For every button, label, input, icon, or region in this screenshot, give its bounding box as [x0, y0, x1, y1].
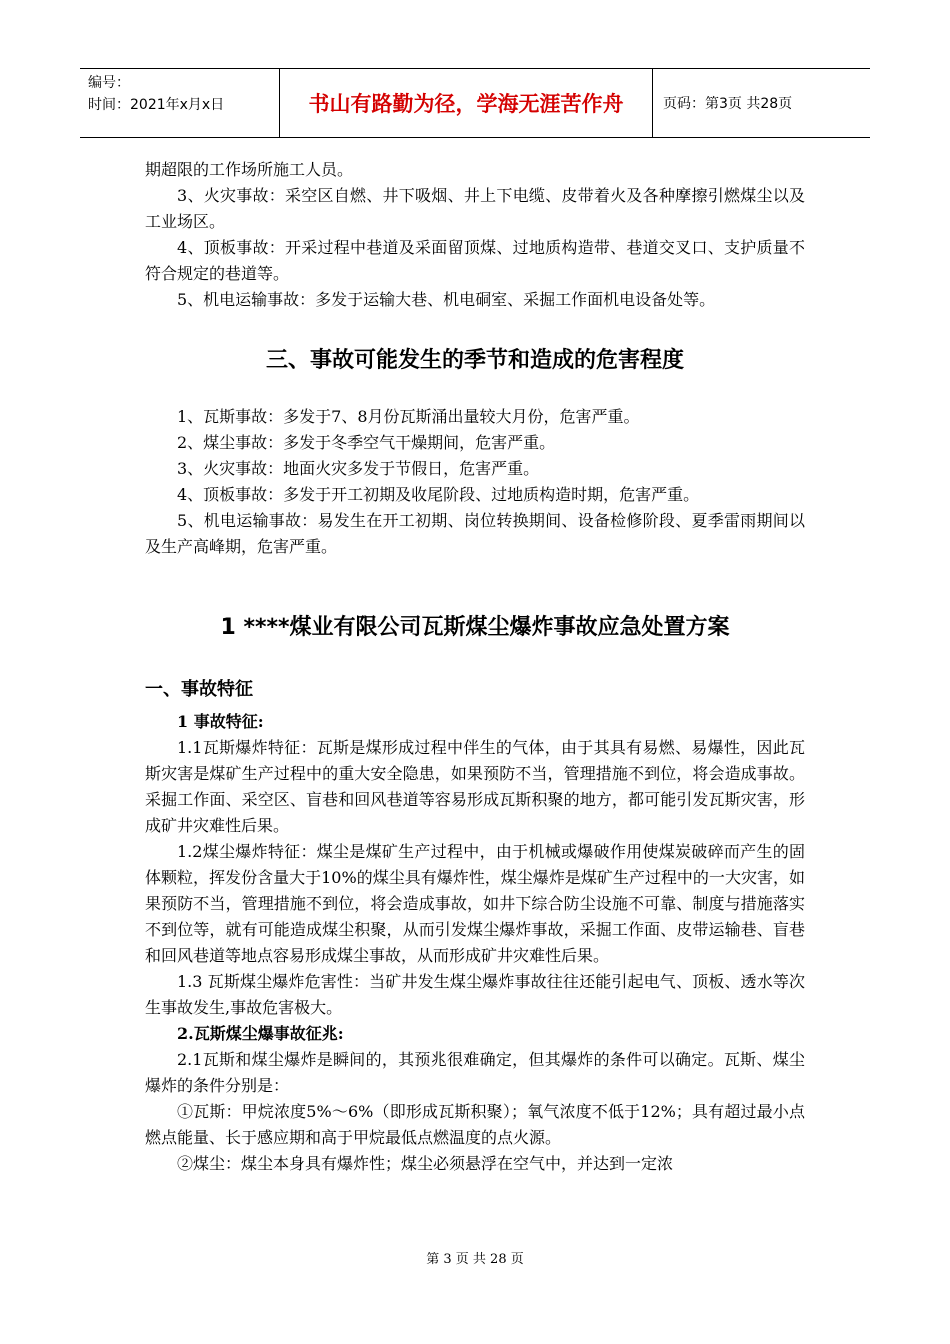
paragraph: 1.3 瓦斯煤尘爆炸危害性：当矿井发生煤尘爆炸事故往往还能引起电气、顶板、透水等次生事故发生,事故危害极大。 — [145, 972, 805, 1017]
section-heading: 三、事故可能发生的季节和造成的危害程度 — [265, 348, 684, 373]
subsection-heading: 一、事故特征 — [145, 679, 253, 700]
header-page-info: 页码：第3页 共28页 — [663, 96, 793, 112]
item-heading: 2.瓦斯煤尘爆事故征兆: — [177, 1024, 344, 1043]
paragraph: 3、火灾事故：采空区自燃、井下吸烟、井上下电缆、皮带着火及各种摩擦引燃煤尘以及工业场区。 — [145, 186, 805, 231]
header-date-label: 时间：2021年x月x日 — [88, 97, 225, 113]
plan-title: 1 ****煤业有限公司瓦斯煤尘爆炸事故应急处置方案 — [220, 615, 730, 640]
header-number-label: 编号： — [88, 75, 130, 91]
paragraph: 2.1瓦斯和煤尘爆炸是瞬间的，其预兆很难确定，但其爆炸的条件可以确定。瓦斯、煤尘爆炸的条件分别是： — [145, 1050, 805, 1095]
paragraph: ②煤尘：煤尘本身具有爆炸性；煤尘必须悬浮在空气中，并达到一定浓 — [177, 1154, 674, 1173]
item-heading: 1 事故特征: — [177, 712, 264, 731]
page-header — [80, 68, 870, 138]
paragraph: 1.1瓦斯爆炸特征：瓦斯是煤形成过程中伴生的气体，由于其具有易燃、易爆性，因此瓦斯灾害是煤矿生产过程中的重大安全隐患，如果预防不当，管理措施不到位，将会造成事故。采掘工作面、采空区、盲巷和回风巷道等容易形成瓦斯积聚的地方，都可能引发瓦斯灾害，形成矿井灾难性后果。 — [145, 738, 805, 835]
header-meta — [80, 69, 280, 137]
paragraph: 4、顶板事故：多发于开工初期及收尾阶段、过地质构造时期，危害严重。 — [177, 485, 700, 504]
paragraph: 1、瓦斯事故：多发于7、8月份瓦斯涌出量较大月份，危害严重。 — [177, 407, 640, 426]
page-footer: 第 3 页 共 28 页 — [426, 1252, 524, 1267]
paragraph: ①瓦斯：甲烷浓度5%～6%（即形成瓦斯积聚）；氧气浓度不低于12%；具有超过最小点燃点能量、长于感应期和高于甲烷最低点燃温度的点火源。 — [145, 1102, 805, 1147]
paragraph: 5、机电运输事故：易发生在开工初期、岗位转换期间、设备检修阶段、夏季雷雨期间以及生产高峰期，危害严重。 — [145, 511, 805, 556]
paragraph: 5、机电运输事故：多发于运输大巷、机电硐室、采掘工作面机电设备处等。 — [177, 290, 716, 309]
paragraph: 3、火灾事故：地面火灾多发于节假日，危害严重。 — [177, 459, 540, 478]
header-motto: 书山有路勤为径，学海无涯苦作舟 — [280, 69, 653, 137]
paragraph: 期超限的工作场所施工人员。 — [145, 160, 354, 179]
paragraph: 2、煤尘事故：多发于冬季空气干燥期间，危害严重。 — [177, 433, 556, 452]
paragraph: 4、顶板事故：开采过程中巷道及采面留顶煤、过地质构造带、巷道交叉口、支护质量不符合规定的巷道等。 — [145, 238, 805, 283]
paragraph: 1.2煤尘爆炸特征：煤尘是煤矿生产过程中，由于机械或爆破作用使煤炭破碎而产生的固体颗粒，挥发份含量大于10%的煤尘具有爆炸性，煤尘爆炸是煤矿生产过程中的一大灾害，如果预防不当，管理措施不到位，将会造成事故，如井下综合防尘设施不可靠、制度与措施落实不到位等，就有可能造成煤尘积聚，从而引发煤尘爆炸事故，采掘工作面、皮带运输巷、盲巷和回风巷道等地点容易形成煤尘事故，从而形成矿井灾难性后果。 — [145, 842, 805, 965]
document-body — [145, 157, 805, 1177]
